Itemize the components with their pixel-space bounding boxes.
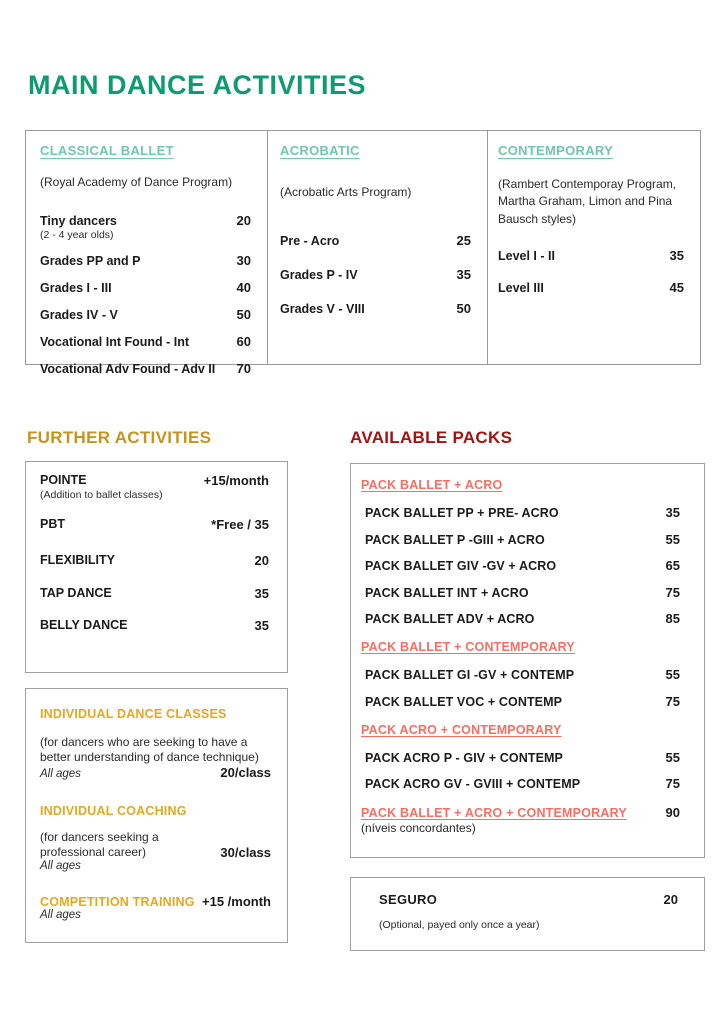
acrobatic-heading: ACROBATIC — [280, 143, 360, 158]
pack-ballet-contemporary-group — [361, 640, 680, 709]
price-row — [498, 248, 686, 263]
pack-row — [361, 750, 680, 765]
available-packs-box — [350, 463, 705, 858]
classical-ballet-heading: CLASSICAL BALLET — [40, 143, 174, 158]
seguro-label: SEGURO — [379, 892, 438, 907]
activity-price: 30/class — [220, 845, 271, 860]
further-item-pointe — [40, 473, 271, 501]
class-name: Vocational Adv Found - Adv II — [40, 362, 216, 377]
further-item-pbt — [40, 517, 271, 532]
further-item-belly-dance — [40, 618, 271, 633]
ages-note: All ages — [40, 860, 81, 872]
price-row — [40, 307, 253, 322]
further-activities-box — [25, 461, 288, 673]
pack-name: PACK BALLET GIV -GV + ACRO — [365, 559, 557, 573]
pack-name: PACK BALLET PP + PRE- ACRO — [365, 506, 559, 520]
class-name: Grades PP and P — [40, 254, 141, 269]
contemporary-column — [488, 131, 700, 364]
pack-name: PACK BALLET P -GIII + ACRO — [365, 532, 545, 547]
available-packs-heading: AVAILABLE PACKS — [350, 428, 513, 447]
pack-ballet-contemporary-heading: PACK BALLET + CONTEMPORARY — [361, 640, 575, 654]
pack-ballet-acro-group — [361, 478, 680, 626]
individual-classes-box — [25, 688, 288, 943]
pack-name: PACK BALLET GI -GV + CONTEMP — [365, 668, 575, 682]
pack-row — [361, 611, 680, 626]
class-price: 25 — [456, 233, 471, 249]
price-row — [40, 361, 253, 376]
activity-name: BELLY DANCE — [40, 618, 128, 632]
seguro-box — [350, 877, 705, 951]
activity-price: +15 /month — [202, 894, 271, 909]
pack-ballet-acro-heading: PACK BALLET + ACRO — [361, 478, 503, 492]
activity-price: 20 — [254, 553, 269, 568]
pack-name: PACK ACRO GV - GVIII + CONTEMP — [365, 777, 581, 791]
pack-price: 55 — [665, 531, 680, 547]
pack-price: 65 — [665, 558, 680, 573]
acrobatic-program-note: (Acrobatic Arts Program) — [280, 185, 412, 199]
individual-dance-classes-heading: INDIVIDUAL DANCE CLASSES — [40, 707, 227, 721]
class-price: 30 — [236, 253, 251, 269]
activity-price: 35 — [254, 586, 269, 601]
class-price: 45 — [669, 280, 684, 296]
pack-price: 75 — [665, 776, 680, 791]
seguro-note: (Optional, payed only once a year) — [379, 919, 540, 931]
price-row — [40, 334, 253, 349]
pack-name: PACK BALLET VOC + CONTEMP — [365, 694, 563, 709]
class-name: Grades P - IV — [280, 268, 358, 283]
pack-row — [361, 585, 680, 600]
further-item-tap-dance — [40, 586, 271, 601]
activity-price: +15/month — [203, 473, 269, 488]
activity-name: PBT — [40, 517, 65, 531]
price-row — [40, 253, 253, 268]
class-name: Tiny dancers — [40, 214, 117, 229]
class-price: 50 — [236, 307, 251, 323]
class-price: 60 — [236, 334, 251, 350]
individual-dance-classes-section — [40, 707, 271, 780]
class-price: 50 — [456, 301, 471, 317]
class-price: 70 — [236, 361, 251, 377]
pack-acro-contemporary-group — [361, 723, 680, 792]
pack-row — [361, 558, 680, 573]
price-row — [280, 267, 473, 282]
pack-price: 55 — [665, 667, 680, 682]
pack-row — [361, 532, 680, 547]
competition-training-section — [40, 894, 271, 921]
individual-coaching-section — [40, 804, 271, 872]
pack-row — [361, 667, 680, 682]
class-name: Grades IV - V — [40, 308, 118, 323]
classical-ballet-rows — [40, 213, 253, 376]
price-row — [498, 280, 686, 295]
pack-row — [361, 505, 680, 520]
individual-coaching-description: (for dancers seeking a professional career) — [40, 830, 159, 859]
contemporary-heading: CONTEMPORARY — [498, 143, 614, 158]
activity-price: 35 — [254, 618, 269, 633]
acrobatic-rows — [280, 233, 473, 316]
activity-note: (Addition to ballet classes) — [40, 489, 163, 501]
class-name: Level I - II — [498, 249, 555, 264]
activity-price: 20/class — [220, 765, 271, 780]
class-name: Level III — [498, 281, 544, 296]
pack-acro-contemporary-heading: PACK ACRO + CONTEMPORARY — [361, 722, 562, 737]
pack-name: PACK BALLET INT + ACRO — [365, 585, 529, 600]
contemporary-program-note: (Rambert Contemporay Program, Martha Graham, Limon and Pina Bausch styles) — [498, 177, 677, 226]
price-row — [280, 301, 473, 316]
acrobatic-column — [268, 131, 488, 364]
price-row — [280, 233, 473, 248]
class-name: Grades I - III — [40, 281, 112, 296]
activity-name: TAP DANCE — [40, 586, 112, 600]
pack-price: 75 — [665, 584, 680, 600]
competition-training-heading: COMPETITION TRAINING — [40, 895, 195, 909]
pack-name: PACK ACRO P - GIV + CONTEMP — [365, 750, 563, 765]
pack-price: 55 — [665, 749, 680, 765]
further-activities-heading: FURTHER ACTIVITIES — [27, 428, 212, 447]
ages-note: All ages — [40, 909, 81, 921]
pack-price: 90 — [665, 805, 680, 820]
class-price: 35 — [669, 248, 684, 264]
pack-price: 75 — [665, 693, 680, 709]
class-name: Vocational Int Found - Int — [40, 335, 190, 350]
class-note: (2 - 4 year olds) — [40, 229, 114, 242]
page-title: MAIN DANCE ACTIVITIES — [28, 70, 367, 100]
contemporary-rows — [498, 248, 686, 295]
pack-name: PACK BALLET ADV + ACRO — [365, 612, 535, 626]
pack-row — [361, 776, 680, 791]
class-name: Grades V - VIII — [280, 302, 365, 317]
activity-name: FLEXIBILITY — [40, 553, 115, 567]
pack-triple-combo-heading: PACK BALLET + ACRO + CONTEMPORARY — [361, 806, 627, 820]
individual-coaching-heading: INDIVIDUAL COACHING — [40, 804, 187, 818]
price-row — [40, 280, 253, 295]
classical-ballet-column — [26, 131, 268, 377]
main-activities-table — [25, 130, 701, 377]
ages-note: All ages — [40, 768, 81, 780]
pack-row — [361, 694, 680, 709]
class-price: 20 — [236, 213, 251, 229]
activity-price: *Free / 35 — [211, 517, 269, 532]
further-item-flexibility — [40, 553, 271, 568]
classical-ballet-program-note: (Royal Academy of Dance Program) — [40, 175, 233, 189]
price-row — [40, 213, 253, 241]
activity-name: POINTE — [40, 473, 87, 487]
pack-price: 35 — [665, 505, 680, 520]
seguro-price: 20 — [663, 892, 678, 907]
pack-price: 85 — [665, 611, 680, 626]
class-price: 40 — [236, 280, 251, 296]
individual-dance-classes-description: (for dancers who are seeking to have a better understanding of dance technique) — [40, 735, 259, 764]
pack-triple-combo-note: (níveis concordantes) — [361, 821, 476, 835]
pack-triple-combo — [361, 805, 680, 835]
class-price: 35 — [456, 267, 471, 283]
class-name: Pre - Acro — [280, 234, 340, 249]
